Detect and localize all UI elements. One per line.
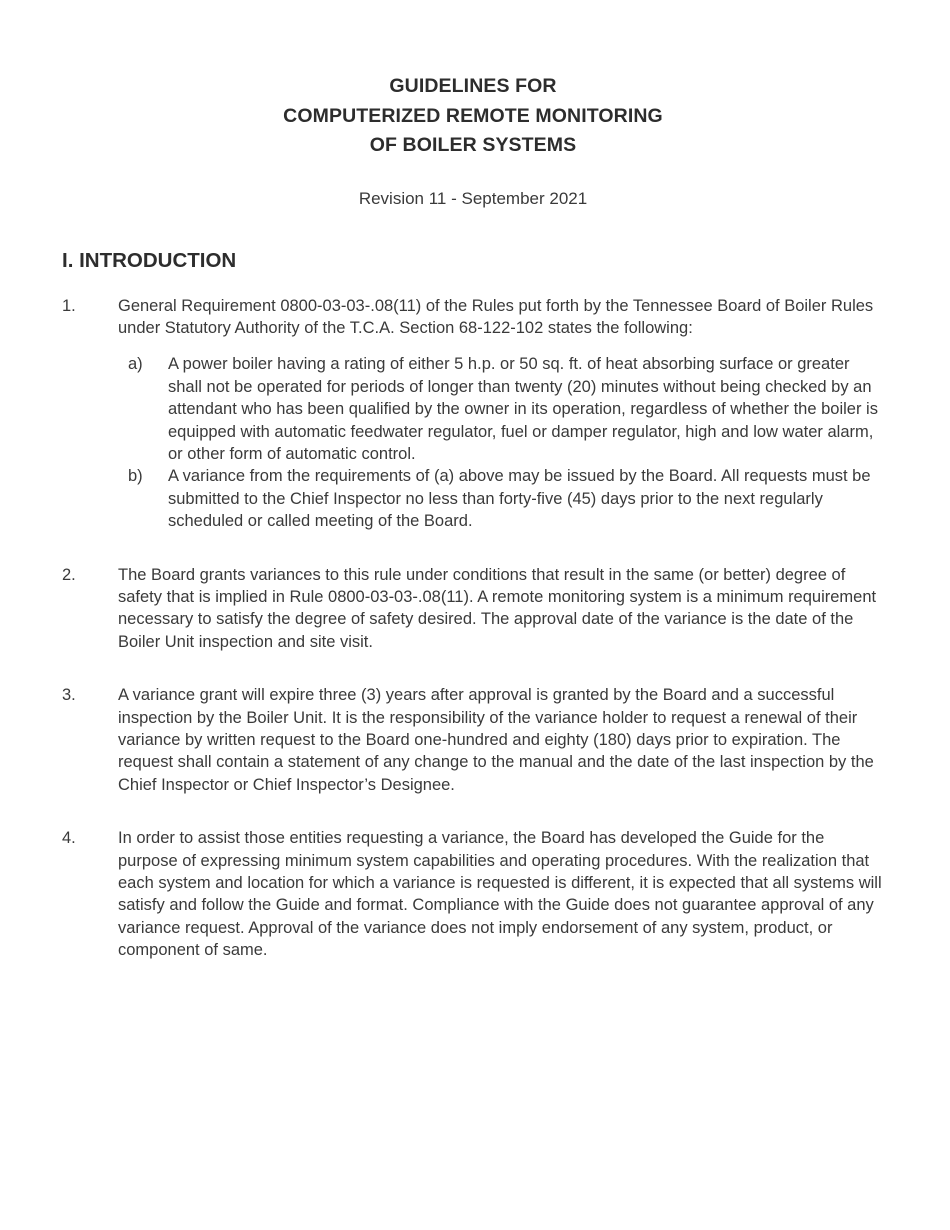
- subitem-text: A variance from the requirements of (a) above may be issued by the Board. All requests must be submitted to the Chief Inspector no less than forty-five (45) days prior to the next regularly scheduled or called meeting of the Board.: [168, 467, 871, 531]
- sublist-item-a: [128, 353, 884, 465]
- item-text: General Requirement 0800-03-03-.08(11) of the Rules put forth by the Tennessee Board of Boiler Rules under Statutory Authority of the T.C.A. Section 68-122-102 states the following:: [118, 296, 874, 337]
- revision-line: Revision 11 - September 2021: [358, 188, 588, 208]
- subitem-label: b): [128, 467, 143, 486]
- list-item-2: [62, 564, 884, 654]
- list-item-4: [62, 827, 884, 961]
- section-heading-introduction: I. INTRODUCTION: [62, 248, 237, 272]
- title-line-2: COMPUTERIZED REMOTE MONITORING: [283, 104, 663, 127]
- subitem-label: a): [128, 355, 143, 374]
- title-line-1: GUIDELINES FOR: [389, 75, 557, 97]
- title-line-3: OF BOILER SYSTEMS: [369, 134, 577, 156]
- item-number: 2.: [62, 565, 76, 584]
- sublist-item-b: [128, 465, 884, 532]
- document-title: [62, 72, 884, 161]
- item-text: In order to assist those entities requesting a variance, the Board has developed the Guide for the purpose of expressing minimum system capabilities and operating procedures. With the realization that each system and location for which a variance is requested is different, it is expected that all systems will satisfy and follow the Guide and format. Compliance with the Guide does not guarantee approval of any variance request. Approval of the variance does not imply endorsement of any system, product, or component of same.: [118, 829, 882, 960]
- sublist: [128, 353, 884, 532]
- numbered-list: [62, 295, 884, 962]
- item-text: The Board grants variances to this rule under conditions that result in the same (or better) degree of safety that is implied in Rule 0800-03-03-.08(11). A remote monitoring system is a minimum requirement necessary to satisfy the degree of safety desired. The approval date of the variance is the date of the Boiler Unit inspection and site visit.: [118, 565, 877, 651]
- list-item-3: [62, 684, 884, 796]
- list-item-1: [62, 295, 884, 533]
- item-text: A variance grant will expire three (3) years after approval is granted by the Board and a successful inspection by the Boiler Unit. It is the responsibility of the variance holder to request a renewal of their variance by written request to the Board one-hundred and eighty (180) days prior to expiration. The request shall contain a statement of any change to the manual and the date of the last inspection by the Chief Inspector or Chief Inspector’s Designee.: [118, 686, 874, 794]
- item-number: 3.: [62, 686, 76, 705]
- item-number: 1.: [62, 296, 76, 315]
- item-number: 4.: [62, 829, 76, 848]
- subitem-text: A power boiler having a rating of either 5 h.p. or 50 sq. ft. of heat absorbing surface or greater shall not be operated for periods of longer than twenty (20) minutes without being checked by an attendant who has been qualified by the owner in its operation, regardless of whether the boiler is equipped with automatic feedwater regulator, fuel or damper regulator, high and low water alarm, or other form of automatic control.: [168, 355, 878, 463]
